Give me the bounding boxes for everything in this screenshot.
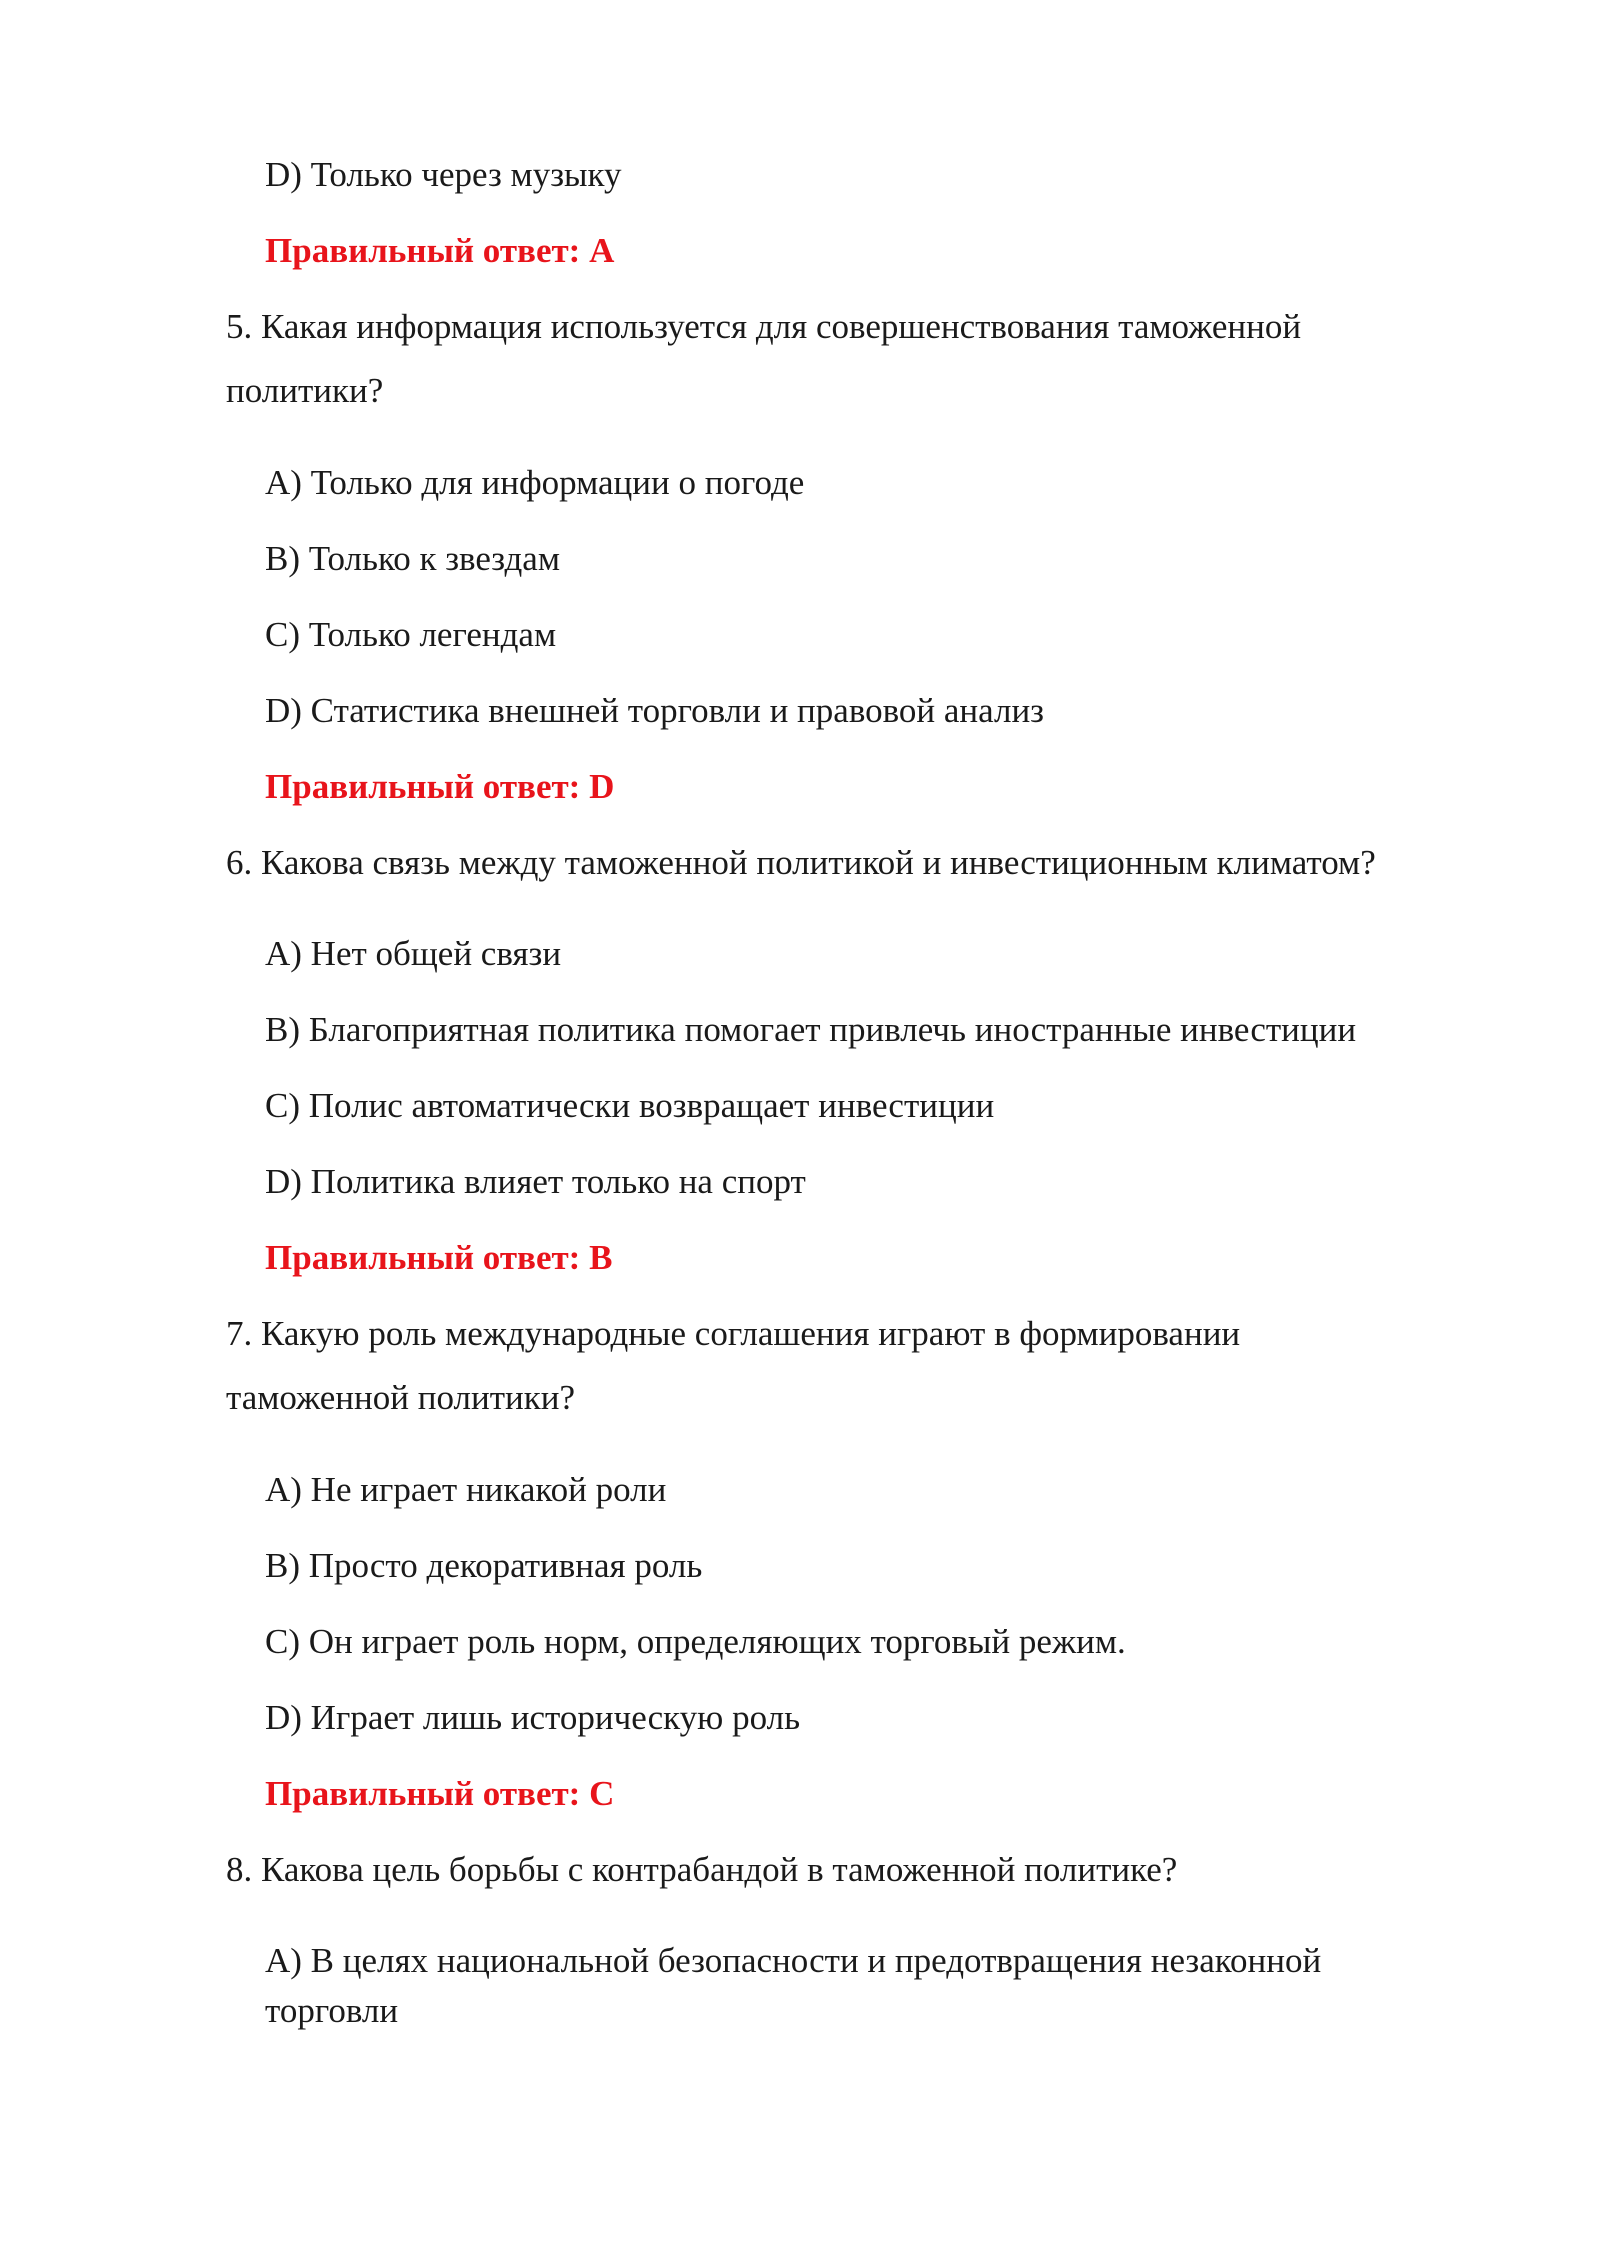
q6-answer: Правильный ответ: B [265, 1238, 613, 1277]
q7-option-a: A) Не играет никакой роли [265, 1470, 667, 1509]
q7-option-b: B) Просто декоративная роль [265, 1546, 703, 1585]
q5-option-c: C) Только легендам [265, 615, 557, 654]
q6-option-d: D) Политика влияет только на спорт [265, 1162, 806, 1201]
q7-option-c: C) Он играет роль норм, определяющих торговый режим. [265, 1622, 1126, 1661]
q8-question-line1: 8. Какова цель борьбы с контрабандой в таможенной политике? [226, 1850, 1178, 1889]
q7-option-d: D) Играет лишь историческую роль [265, 1698, 801, 1737]
q4-answer: Правильный ответ: A [265, 231, 615, 270]
q5-option-d: D) Статистика внешней торговли и правовой анализ [265, 691, 1045, 730]
q5-question-line2: политики? [226, 371, 384, 410]
q5-option-b: B) Только к звездам [265, 539, 560, 578]
q5-option-a: A) Только для информации о погоде [265, 463, 805, 502]
q7-question-line1: 7. Какую роль международные соглашения играют в формировании [226, 1314, 1241, 1353]
q7-question-line2: таможенной политики? [226, 1378, 575, 1417]
q5-answer: Правильный ответ: D [265, 767, 615, 806]
q8-option-a-line1: A) В целях национальной безопасности и предотвращения незаконной [265, 1941, 1322, 1980]
q6-option-b: B) Благоприятная политика помогает привлечь иностранные инвестиции [265, 1010, 1357, 1049]
q8-option-a-line2: торговли [265, 1991, 399, 2030]
q4-option-d: D) Только через музыку [265, 155, 622, 194]
q6-option-a: A) Нет общей связи [265, 934, 562, 973]
q7-answer: Правильный ответ: C [265, 1774, 615, 1813]
q6-question-line1: 6. Какова связь между таможенной политикой и инвестиционным климатом? [226, 843, 1376, 882]
q5-question-line1: 5. Какая информация используется для совершенствования таможенной [226, 307, 1302, 346]
q6-option-c: C) Полис автоматически возвращает инвестиции [265, 1086, 995, 1125]
